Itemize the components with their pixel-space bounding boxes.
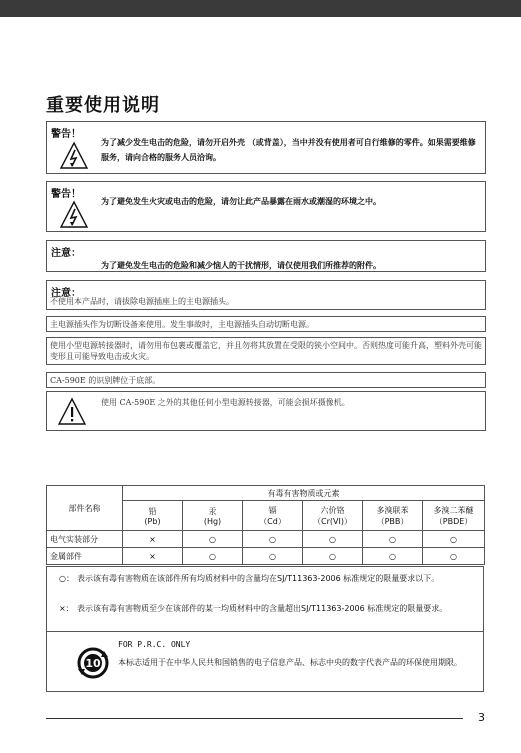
substance-group-header: 有毒有害物质或元素 xyxy=(123,486,485,501)
caution-text: 为了避免发生电击的危险和减少恼人的干扰情形，请仅使用我们所推荐的附件。 xyxy=(101,261,381,270)
footer-rule xyxy=(46,718,463,719)
substance-header: 镉 （Cd） xyxy=(243,501,303,531)
electric-shock-warning-icon xyxy=(59,200,89,230)
table-cell: ○ xyxy=(183,548,243,565)
note-item xyxy=(59,571,479,586)
table-row xyxy=(47,531,485,548)
table-cell: ○ xyxy=(423,531,485,548)
substance-header: 多溴二苯醚 （PBDE） xyxy=(423,501,485,531)
logo-number: 10 xyxy=(85,657,101,670)
electric-shock-warning-icon xyxy=(59,141,89,171)
warning-heading: 警告！ xyxy=(51,189,81,200)
note-text: 表示该有毒有害物质至少在该部件的某一均质材料中的含量超出SJ/T11363-2006 标准规定的限量要求。 xyxy=(77,604,448,613)
exclamation-warning-icon xyxy=(57,397,87,427)
notice-box-2 xyxy=(46,337,486,365)
caution-box-1 xyxy=(46,240,486,272)
substance-header: 六价铬 （Cr(VI)） xyxy=(303,501,363,531)
caution-box-2 xyxy=(46,280,486,310)
note-item xyxy=(59,601,479,616)
notice-text: CA-590E 的识别牌位于底部。 xyxy=(50,376,161,385)
table-cell: ○ xyxy=(303,531,363,548)
warning-heading: 警告！ xyxy=(51,129,81,140)
notice-text: 主电源插头作为切断设备来使用。发生事故时，主电源插头自动切断电源。 xyxy=(50,320,314,329)
logo-description: 本标志适用于在中华人民共和国销售的电子信息产品、标志中央的数字代表产品的环保使用期限。 xyxy=(118,658,462,667)
note-text: 表示该有毒有害物质在该部件所有均质材料中的含量均在SJ/T11363-2006 标准规定的限量要求以下。 xyxy=(77,574,440,583)
caution-text: 不使用本产品时，请拔除电源插座上的主电源插头。 xyxy=(50,297,234,306)
table-cell: ○ xyxy=(423,548,485,565)
warning-box-1 xyxy=(46,121,486,174)
epup-recycle-logo-icon xyxy=(77,647,109,679)
table-cell: ○ xyxy=(363,531,423,548)
caution-heading: 注意： xyxy=(51,288,81,299)
part-name-header: 部件名称 xyxy=(47,486,123,531)
page-number: 3 xyxy=(478,711,485,724)
header-bar xyxy=(0,0,521,17)
page-title: 重要使用说明 xyxy=(46,95,160,116)
table-cell: × xyxy=(123,548,183,565)
table-cell: ○ xyxy=(303,548,363,565)
table-cell: ○ xyxy=(183,531,243,548)
note-mark: ×： xyxy=(59,604,74,613)
caution-heading: 注意： xyxy=(51,248,81,259)
substance-header: 多溴联苯 （PBB） xyxy=(363,501,423,531)
table-notes xyxy=(46,566,484,632)
notice-box-3 xyxy=(46,372,486,388)
substance-header: 铅 (Pb) xyxy=(123,501,183,531)
hazardous-substance-table xyxy=(46,485,485,565)
table-cell: ○ xyxy=(363,548,423,565)
substance-header: 汞 (Hg) xyxy=(183,501,243,531)
table-cell: ○ xyxy=(243,531,303,548)
notice-text: 使用 CA-590E 之外的其他任何小型电源转接器，可能会损坏摄像机。 xyxy=(101,398,350,407)
part-name-cell: 电气实装部分 xyxy=(47,531,123,548)
notice-box-1 xyxy=(46,316,486,332)
table-row xyxy=(47,548,485,565)
logo-region-text: FOR P.R.C. ONLY xyxy=(118,640,191,649)
table-cell: × xyxy=(123,531,183,548)
note-mark: ○： xyxy=(59,574,74,583)
warning-text: 为了减少发生电击的危险，请勿开启外壳 （或背盖），当中并没有使用者可自行维修的零件。如果需要维修服务，请向合格的服务人员洽询。 xyxy=(101,138,476,162)
warning-box-2 xyxy=(46,181,486,232)
notice-text: 使用小型电源转接器时，请勿用布包裹或覆盖它，并且勿将其放置在受限的狭小空间中。否则热度可能升高，塑料外壳可能变形且可能导致电击或火灾。 xyxy=(50,341,482,361)
notice-box-4 xyxy=(46,391,486,431)
environmental-logo-box xyxy=(46,632,484,692)
warning-text: 为了避免发生火灾或电击的危险，请勿让此产品暴露在雨水或潮湿的环境之中。 xyxy=(101,197,381,206)
table-cell: ○ xyxy=(243,548,303,565)
part-name-cell: 金属部件 xyxy=(47,548,123,565)
